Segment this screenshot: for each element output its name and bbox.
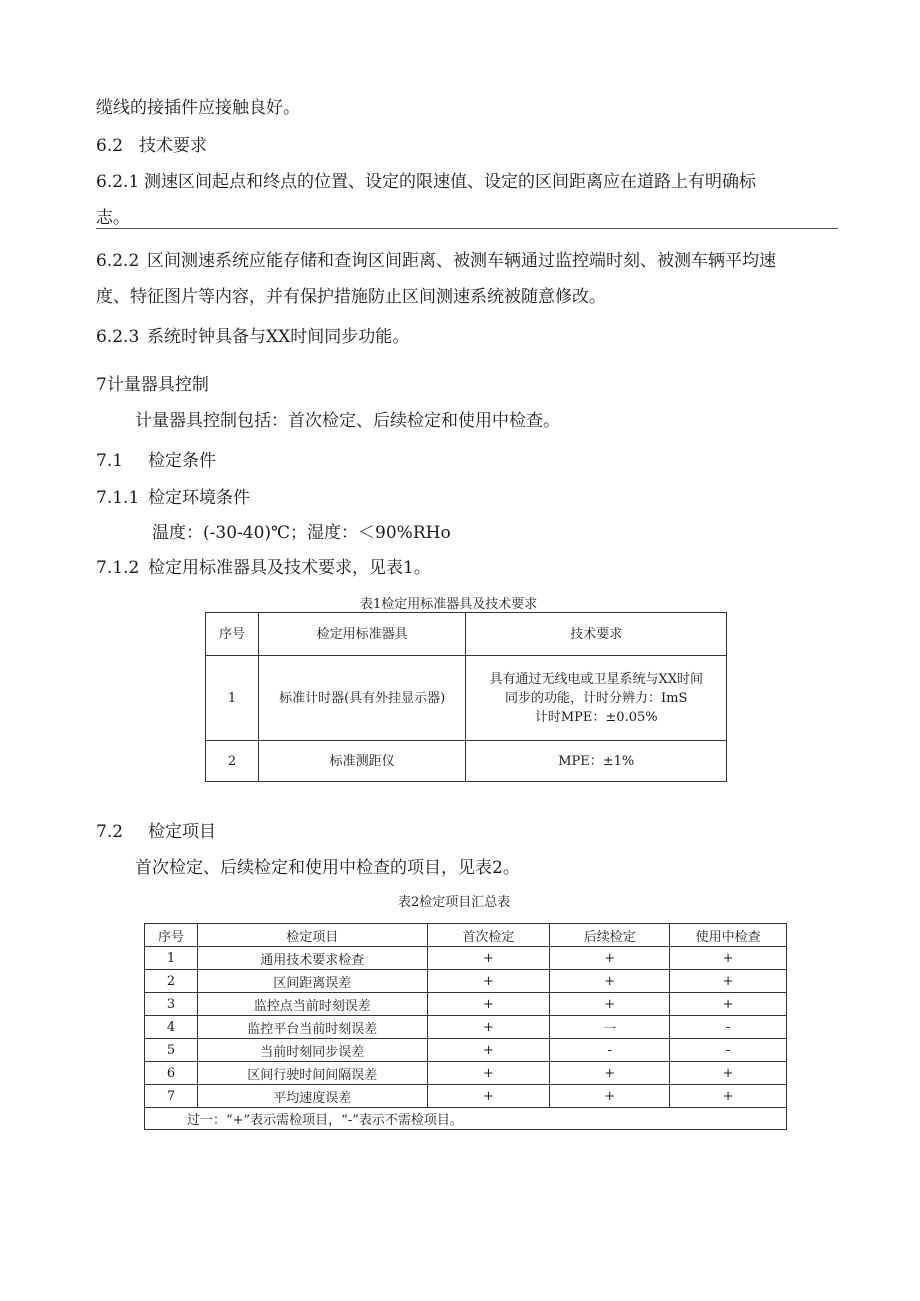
text-line: 缆线的接插件应接触良好。 (96, 98, 300, 118)
requirement-line: 同步的功能，计时分辨力：ImS (505, 690, 688, 706)
column-header: 使用中检查 (670, 924, 787, 947)
section-6-2-3 (96, 322, 409, 347)
table-cell: 6 (145, 1062, 198, 1085)
table-cell: 1 (206, 656, 259, 741)
table-2-caption: 表2检定项目汇总表 (398, 895, 511, 910)
section-number: 7.1.1 (96, 488, 140, 508)
paragraph-text: 计量器具控制包括：首次检定、后续检定和使用中检查。 (135, 411, 560, 431)
section-title: 检定环境条件 (148, 488, 250, 508)
section-7-heading: 7计量器具控制 (96, 375, 209, 395)
column-header: 序号 (145, 924, 198, 947)
table-cell: 区间行驶时间间隔误差 (197, 1062, 427, 1085)
table-note: 过一：“+”表示需检项目，“-”表示不需检项目。 (145, 1108, 787, 1130)
table-cell: + (550, 970, 670, 993)
table-row (145, 970, 787, 993)
section-number: 7.1 (96, 451, 124, 471)
column-header: 技术要求 (466, 613, 727, 656)
table-cell: - (550, 1039, 670, 1062)
table-cell (466, 656, 727, 741)
table-cell: + (670, 993, 787, 1016)
table-cell: + (670, 947, 787, 970)
table-row (145, 1085, 787, 1108)
table-cell: 4 (145, 1016, 198, 1039)
section-title: 技术要求 (139, 136, 207, 156)
section-number: 6.2 (96, 136, 124, 156)
table-cell: + (427, 1062, 550, 1085)
paragraph-text: 检定用标准器具及技术要求，见表1。 (148, 558, 431, 578)
table-cell: + (550, 1085, 670, 1108)
requirement-line: 计时MPE：±0.05% (534, 709, 658, 725)
table-cell: 平均速度误差 (197, 1085, 427, 1108)
paragraph-text: 系统时钟具备与XX时间同步功能。 (147, 327, 410, 347)
table-cell: 5 (145, 1039, 198, 1062)
table-row (145, 993, 787, 1016)
environment-conditions: 温度：(-30-40)℃；湿度：＜90%RHo (152, 523, 451, 543)
section-number: 6.2.1 (96, 172, 140, 192)
table-cell: 当前时刻同步误差 (197, 1039, 427, 1062)
table-row (206, 656, 727, 741)
table-cell: + (427, 970, 550, 993)
table-cell: 区间距离误差 (197, 970, 427, 993)
table-cell: 标准计时器(具有外挂显示器) (258, 656, 466, 741)
table-row (206, 741, 727, 782)
column-header: 后续检定 (550, 924, 670, 947)
table-cell: - (670, 1016, 787, 1039)
table-1 (205, 612, 727, 782)
column-header: 检定项目 (197, 924, 427, 947)
column-header: 检定用标准器具 (258, 613, 466, 656)
column-header: 首次检定 (427, 924, 550, 947)
table-row (145, 947, 787, 970)
table-cell: 3 (145, 993, 198, 1016)
paragraph-text: 区间测速系统应能存储和查询区间距离、被测车辆通过监控端时刻、被测车辆平均速 (147, 251, 776, 271)
section-7-1-2 (96, 553, 431, 578)
table-note-row (145, 1108, 787, 1130)
section-number: 6.2.2 (96, 251, 140, 271)
table-cell: 监控平台当前时刻误差 (197, 1016, 427, 1039)
paragraph-continuation: 志。 (96, 208, 130, 228)
column-header: 序号 (206, 613, 259, 656)
section-6-2-1 (96, 167, 756, 192)
section-number: 7.1.2 (96, 558, 140, 578)
table-cell: + (670, 1085, 787, 1108)
table-cell: + (550, 993, 670, 1016)
table-cell: MPE：±1% (466, 741, 727, 782)
table-header-row (206, 613, 727, 656)
table-cell: + (427, 1085, 550, 1108)
table-cell: 2 (145, 970, 198, 993)
section-title: 检定条件 (148, 451, 216, 471)
table-row (145, 1062, 787, 1085)
table-cell: 标准测距仪 (258, 741, 466, 782)
table-cell: 1 (145, 947, 198, 970)
section-number: 6.2.3 (96, 327, 140, 347)
table-cell: + (670, 970, 787, 993)
table-cell: + (427, 1016, 550, 1039)
section-number: 7.2 (96, 822, 124, 842)
paragraph-text: 首次检定、后续检定和使用中检查的项目，见表2。 (135, 858, 520, 878)
table-cell: 监控点当前时刻误差 (197, 993, 427, 1016)
table-header-row (145, 924, 787, 947)
table-row (145, 1039, 787, 1062)
table-1-caption: 表1检定用标准器具及技术要求 (360, 597, 538, 612)
paragraph-continuation: 度、特征图片等内容，并有保护措施防止区间测速系统被随意修改。 (96, 287, 606, 307)
table-cell: + (427, 947, 550, 970)
table-cell: + (427, 1039, 550, 1062)
table-row (145, 1016, 787, 1039)
section-6-2-heading (96, 131, 207, 156)
paragraph-text: 测速区间起点和终点的位置、设定的限速值、设定的区间距离应在道路上有明确标 (144, 172, 756, 192)
table-2 (144, 923, 787, 1130)
section-7-1-1-heading (96, 483, 250, 508)
section-7-1-heading (96, 446, 216, 471)
table-cell: 2 (206, 741, 259, 782)
table-cell: + (550, 1062, 670, 1085)
table-cell: 7 (145, 1085, 198, 1108)
table-cell: + (550, 947, 670, 970)
table-cell: + (670, 1062, 787, 1085)
table-cell: + (427, 993, 550, 1016)
table-cell: - (670, 1039, 787, 1062)
requirement-line: 具有通过无线电或卫星系统与XX时间 (489, 671, 703, 687)
section-7-2-heading (96, 817, 216, 842)
divider (96, 228, 838, 229)
section-title: 检定项目 (148, 822, 216, 842)
section-6-2-2 (96, 246, 776, 271)
table-cell: 通用技术要求检查 (197, 947, 427, 970)
table-cell: 一 (550, 1016, 670, 1039)
